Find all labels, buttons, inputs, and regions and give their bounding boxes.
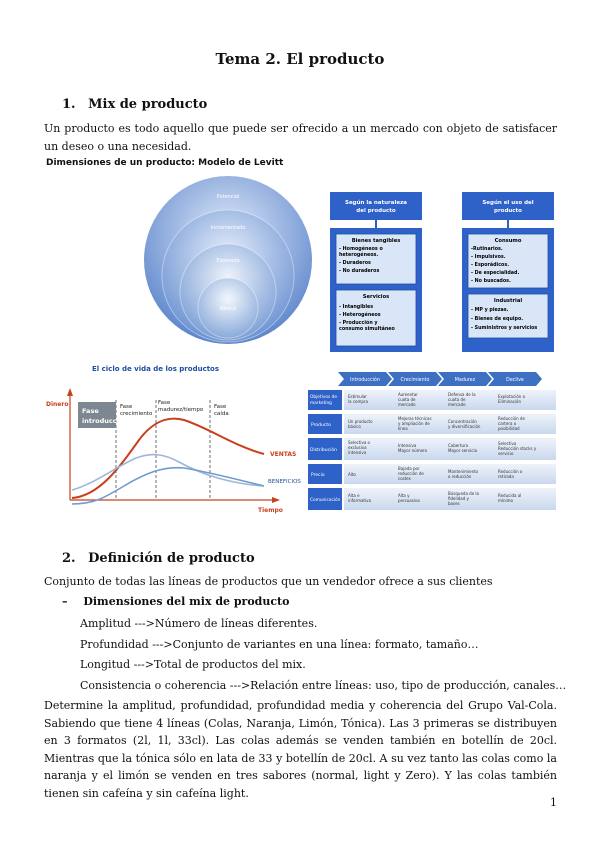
- svg-text:Alta y: Alta y: [398, 493, 410, 498]
- consumo-item: - Impulsivos.: [471, 255, 506, 260]
- svg-text:o reducción: o reducción: [448, 474, 472, 479]
- lifecycle-chart: [44, 358, 308, 514]
- phase-label: introducción: [82, 417, 128, 425]
- levitt-title: Dimensiones de un producto: Modelo de Levitt: [46, 158, 284, 168]
- svg-text:Alto: Alto: [348, 472, 356, 477]
- section-2-heading: [62, 551, 255, 566]
- svg-text:intensiva: intensiva: [348, 450, 367, 455]
- svg-text:Explotación o: Explotación o: [498, 394, 526, 399]
- servicios-item: consumo simultáneo: [339, 327, 395, 332]
- tangibles-item: - Homogéneos o: [339, 247, 383, 252]
- svg-text:Un producto: Un producto: [348, 419, 373, 424]
- right-header-line2: producto: [494, 208, 522, 214]
- svg-text:exclusiva: exclusiva: [348, 445, 367, 450]
- bullet-line: [62, 593, 289, 611]
- phase-label: madurez/tiempo: [158, 407, 204, 413]
- svg-text:Estimular: Estimular: [348, 394, 367, 399]
- ring-label: Esperado: [216, 258, 240, 264]
- svg-text:y diversificación: y diversificación: [448, 424, 481, 429]
- left-header-line1: Según la naturaleza: [344, 200, 408, 206]
- svg-text:Selectiva: Selectiva: [498, 441, 517, 446]
- svg-text:Objetivos de: Objetivos de: [310, 395, 337, 400]
- svg-text:bases: bases: [448, 501, 460, 506]
- industrial-item: - MP y piezas.: [471, 308, 509, 313]
- svg-text:línea: línea: [398, 426, 408, 431]
- y-axis-label: Dinero: [46, 401, 69, 408]
- page-title: Tema 2. El producto: [215, 50, 385, 68]
- column-header: Crecimiento: [400, 378, 430, 383]
- svg-text:Mayor número: Mayor número: [398, 448, 428, 453]
- svg-text:servicio: servicio: [498, 451, 514, 456]
- column-header: Declive: [506, 378, 524, 383]
- svg-text:Comunicación: Comunicación: [310, 498, 341, 503]
- left-header-box: [330, 192, 422, 220]
- svg-text:Reducción o: Reducción o: [498, 469, 523, 474]
- column-header: Introducción: [350, 378, 380, 383]
- bullet-mark: –: [62, 595, 68, 608]
- svg-text:Búsqueda de la: Búsqueda de la: [448, 491, 479, 496]
- right-header-line1: Según el uso del: [482, 200, 534, 206]
- svg-text:Selectiva o: Selectiva o: [348, 440, 370, 445]
- svg-text:Cobertura: Cobertura: [448, 443, 469, 448]
- right-header-box: [462, 192, 554, 220]
- servicios-item: - Producción y: [339, 321, 378, 326]
- consumo-item: - No buscados.: [471, 279, 511, 284]
- ring-label: Básico: [219, 306, 237, 312]
- svg-text:básico: básico: [348, 424, 361, 429]
- phase-label: caída: [214, 411, 229, 417]
- table-row: [308, 414, 556, 434]
- exercise-paragraph: Determine la amplitud, profundidad, profundidad media y coherencia del Grupo Val-Cola. Sabiendo que tiene 4 líneas (Colas, Naranja, Limón, Tónica). Las 3 primeras se distribuyen en 3 formatos (2l, 1l, 33cl). Las colas además se venden también en botellín de 20cl. Mientras que la tónica sólo en lata de 33 y botellín de 20cl. A su vez tanto las colas como la naranja y el limón se venden en tres sabores (normal, light y Zero). Y las colas también tienen sin cafeína y sin cafeína light.: [44, 699, 557, 800]
- section-1-title: Mix de producto: [88, 97, 208, 112]
- consumo-title: Consumo: [494, 238, 522, 244]
- left-header-line2: del producto: [356, 208, 396, 214]
- svg-text:Producto: Producto: [311, 423, 331, 428]
- svg-text:cartera o: cartera o: [498, 421, 517, 426]
- consumo-item: -Rutinarios.: [471, 247, 503, 252]
- svg-text:cuota de: cuota de: [448, 397, 466, 402]
- svg-text:Eliminación: Eliminación: [498, 399, 522, 404]
- svg-text:Reducción stocks y: Reducción stocks y: [498, 446, 537, 451]
- svg-text:mercado: mercado: [448, 402, 466, 407]
- servicios-item: - Heterogéneos: [339, 313, 381, 318]
- classification-diagram: [328, 190, 558, 352]
- sales-curve: [72, 419, 264, 498]
- table-row: [308, 464, 556, 484]
- table-row: [308, 390, 556, 410]
- svg-text:y ampliación de: y ampliación de: [398, 421, 430, 426]
- ring-label: Potencial: [216, 194, 240, 200]
- sales-label: VENTAS: [270, 451, 297, 458]
- tangibles-item: - Duraderos: [339, 261, 371, 266]
- svg-text:Bajada por: Bajada por: [398, 466, 420, 471]
- phase-label: crecimiento: [120, 411, 153, 417]
- svg-text:mercado: mercado: [398, 402, 416, 407]
- svg-text:Mayor servicio: Mayor servicio: [448, 448, 478, 453]
- phase-label: Fase: [82, 407, 99, 415]
- svg-text:Mejoras técnicas: Mejoras técnicas: [398, 416, 432, 421]
- svg-text:marketing: marketing: [310, 401, 332, 406]
- svg-text:retirada: retirada: [498, 474, 514, 479]
- industrial-title: Industrial: [493, 298, 523, 304]
- section-1-paragraph: Un producto es todo aquello que puede ser ofrecido a un mercado con objeto de satisfacer un deseo o una necesidad.: [44, 122, 557, 153]
- svg-text:Reducción de: Reducción de: [498, 416, 525, 421]
- svg-text:Concentración: Concentración: [448, 419, 477, 424]
- phase-label: Fase: [214, 404, 227, 410]
- svg-text:Reducida al: Reducida al: [498, 493, 522, 498]
- dimension-longitud: Longitud --->Total de productos del mix.: [80, 658, 306, 671]
- svg-text:Alta e: Alta e: [348, 493, 360, 498]
- svg-text:informativa: informativa: [348, 498, 371, 503]
- section-2-title: Definición de producto: [88, 551, 255, 566]
- industrial-item: - Suministros y servicios: [471, 326, 538, 331]
- industrial-item: - Bienes de equipo.: [471, 317, 524, 322]
- svg-text:reducción de: reducción de: [398, 471, 424, 476]
- phase-label: Fase: [120, 404, 133, 410]
- servicios-item: - Intangibles: [339, 305, 374, 310]
- section-2-intro: Conjunto de todas las líneas de productos que un vendedor ofrece a sus clientes: [44, 575, 493, 588]
- dimension-amplitud: Amplitud --->Número de líneas diferentes.: [80, 617, 318, 630]
- dimension-profundidad: Profundidad --->Conjunto de variantes en una línea: formato, tamaño…: [80, 638, 479, 651]
- lifecycle-table: [308, 370, 558, 514]
- levitt-diagram: [140, 170, 320, 348]
- tangibles-item: - No duraderos: [339, 269, 380, 274]
- svg-text:posibilidad: posibilidad: [498, 426, 520, 431]
- section-1-heading: [62, 97, 207, 112]
- tangibles-title: Bienes tangibles: [351, 238, 401, 244]
- consumo-item: - Esporádicos.: [471, 263, 510, 268]
- tangibles-item: heterogéneos.: [339, 253, 379, 258]
- consumo-item: - De especialidad.: [471, 271, 520, 276]
- x-axis-label: Tiempo: [258, 507, 283, 514]
- svg-text:mínimo: mínimo: [498, 498, 513, 503]
- phase-label: Fase: [158, 400, 171, 406]
- section-2-number: 2.: [62, 551, 76, 566]
- svg-text:la compra: la compra: [348, 399, 369, 404]
- lifecycle-title: El ciclo de vida de los productos: [92, 365, 220, 373]
- svg-text:fidelidad y: fidelidad y: [448, 496, 469, 501]
- svg-text:cuota de: cuota de: [398, 397, 416, 402]
- section-1-number: 1.: [62, 97, 76, 112]
- svg-text:Precio: Precio: [311, 473, 325, 478]
- ring-label: Incrementado: [210, 225, 246, 231]
- svg-text:Mantenimiento: Mantenimiento: [448, 469, 479, 474]
- servicios-title: Servicios: [362, 294, 390, 300]
- page-number: 1: [550, 796, 557, 809]
- table-row: [308, 438, 556, 460]
- dimension-consistencia: Consistencia o coherencia --->Relación entre líneas: uso, tipo de producción, canales…: [80, 679, 567, 692]
- bullet-text: Dimensiones del mix de producto: [83, 595, 290, 608]
- svg-text:Distribución: Distribución: [310, 448, 337, 453]
- profit-label: BENEFICIOS: [268, 479, 301, 485]
- svg-text:Defensa de la: Defensa de la: [448, 392, 476, 397]
- svg-text:costes: costes: [398, 476, 411, 481]
- column-header: Madurez: [454, 378, 476, 383]
- svg-text:Aumentar: Aumentar: [398, 392, 418, 397]
- table-row: [308, 488, 556, 510]
- svg-text:persuasiva: persuasiva: [398, 498, 420, 503]
- svg-text:Intensiva: Intensiva: [398, 443, 417, 448]
